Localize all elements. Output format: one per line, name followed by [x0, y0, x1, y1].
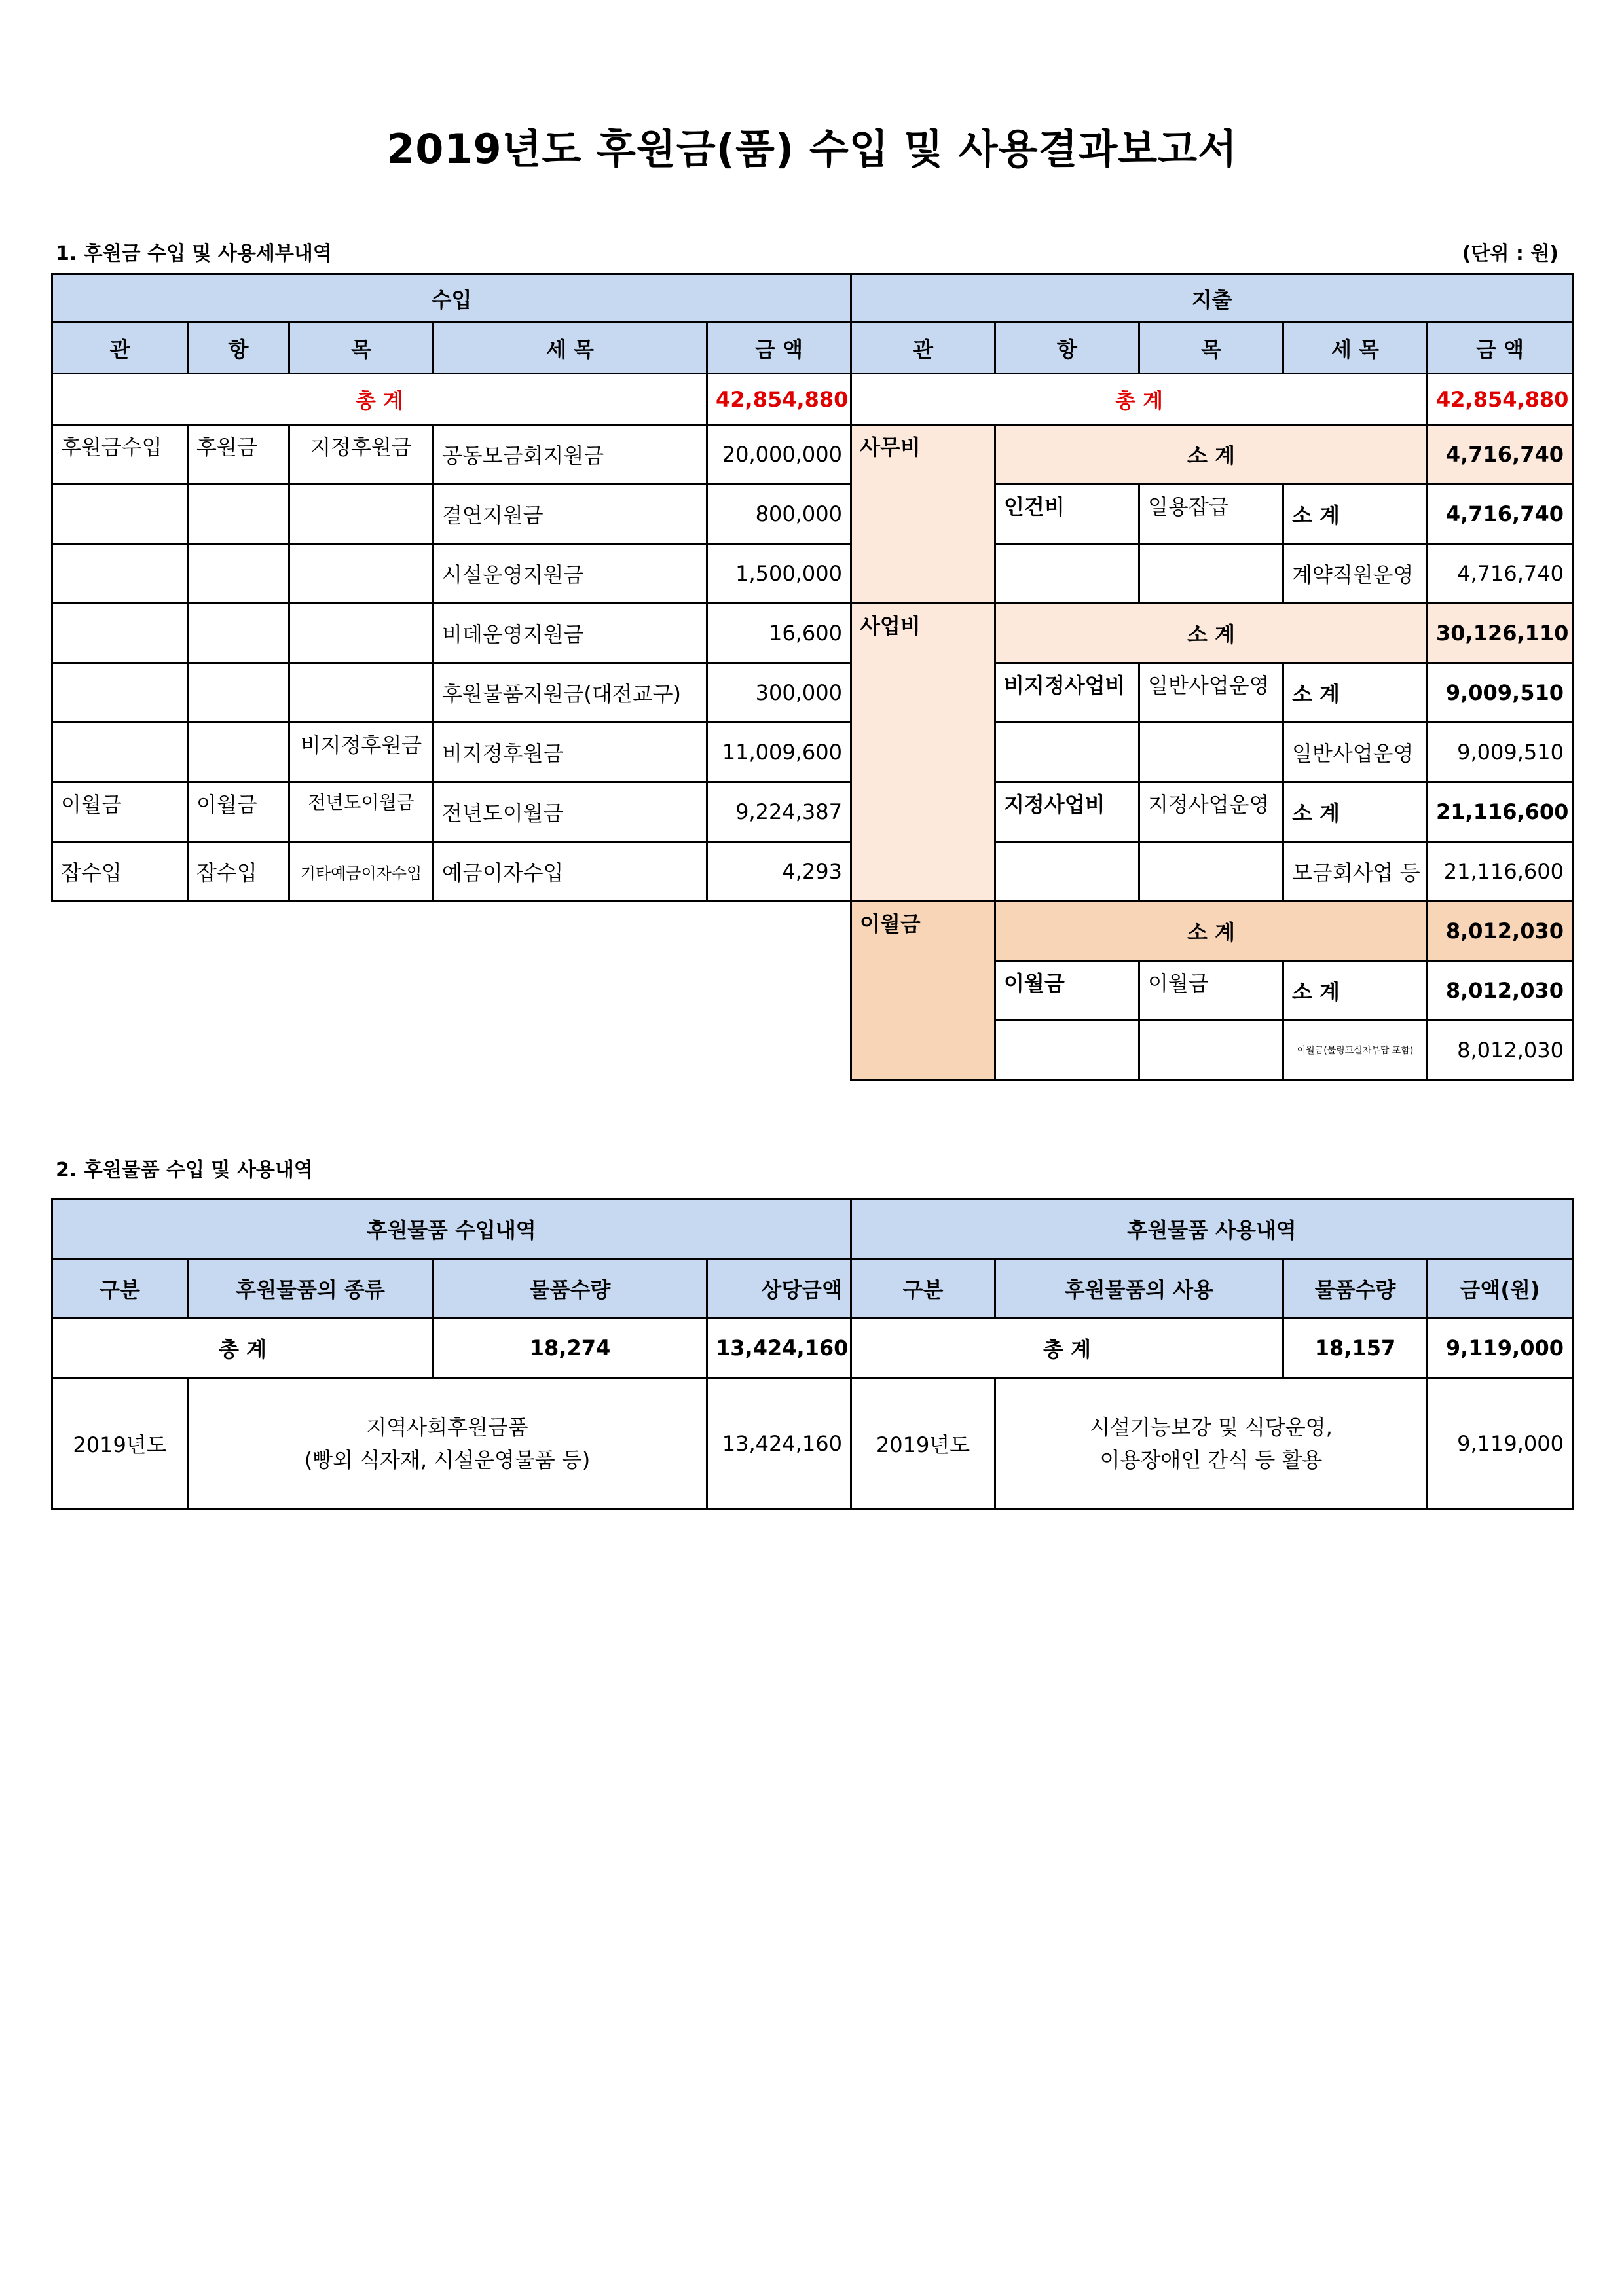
goods-usage-total-label: 총 계	[851, 1319, 1283, 1378]
goods-usage-year: 2019년도	[851, 1378, 995, 1509]
expense-total-label: 총 계	[851, 374, 1428, 425]
goods-usage-total-qty: 18,157	[1283, 1319, 1428, 1378]
expense-gwan-business: 사업비	[851, 604, 995, 902]
page-title: 2019년도 후원금(품) 수입 및 사용결과보고서	[386, 125, 1238, 173]
goods-usage-amount: 9,119,000	[1428, 1378, 1573, 1509]
expense-mok: 지정사업운영	[1139, 782, 1283, 842]
col-category: 구분	[52, 1259, 188, 1319]
section2-heading: 2. 후원물품 수입 및 사용내역	[56, 1159, 313, 1182]
col-category: 구분	[851, 1259, 995, 1319]
goods-income-kind-line1: 지역사회후원금품	[366, 1414, 528, 1440]
expense-mok-daily-wage: 일용잡급	[1139, 484, 1283, 544]
expense-hang-personnel: 인건비	[995, 484, 1139, 544]
expense-total-amount: 42,854,880	[1428, 374, 1573, 425]
goods-usage-total-amount: 9,119,000	[1428, 1319, 1573, 1378]
col-hang: 항	[995, 323, 1139, 374]
goods-income-year: 2019년도	[52, 1378, 188, 1509]
income-semok: 예금이자수입	[434, 842, 707, 902]
goods-usage-line1: 시설기능보강 및 식당운영,	[1090, 1414, 1333, 1440]
expense-amount: 9,009,510	[1428, 723, 1573, 782]
col-gwan: 관	[851, 323, 995, 374]
col-equivalent-amount: 상당금액	[707, 1259, 851, 1319]
income-mok: 기타예금이자수입	[289, 842, 434, 902]
nondesignated-subtotal-label: 소 계	[1283, 663, 1428, 723]
col-amount: 금 액	[1428, 323, 1573, 374]
income-semok: 후원물품지원금(대전교구)	[434, 663, 707, 723]
expense-mok-carryover: 이월금	[1139, 961, 1283, 1021]
income-hang: 잡수입	[188, 842, 289, 902]
col-goods-kind: 후원물품의 종류	[188, 1259, 434, 1319]
col-semok: 세 목	[434, 323, 707, 374]
income-gwan: 이월금	[52, 782, 188, 842]
designated-subtotal-label: 소 계	[1283, 782, 1428, 842]
goods-usage-header: 후원물품 사용내역	[851, 1199, 1573, 1259]
goods-table	[51, 1198, 1574, 1510]
income-amount: 11,009,600	[707, 723, 851, 782]
col-hang: 항	[188, 323, 289, 374]
goods-income-kind	[188, 1378, 707, 1509]
income-amount: 4,293	[707, 842, 851, 902]
income-expense-table	[51, 273, 1574, 1081]
income-semok: 전년도이월금	[434, 782, 707, 842]
income-mok: 전년도이월금	[289, 782, 434, 842]
carryover-subtotal-label: 소 계	[995, 902, 1428, 961]
col-quantity: 물품수량	[1283, 1259, 1428, 1319]
goods-income-total-amount: 13,424,160	[707, 1319, 851, 1378]
carryover-hang-subtotal-label: 소 계	[1283, 961, 1428, 1021]
income-hang: 이월금	[188, 782, 289, 842]
expense-semok: 모금회사업 등	[1283, 842, 1428, 902]
office-subtotal-amount: 4,716,740	[1428, 425, 1573, 484]
carryover-hang-subtotal-amount: 8,012,030	[1428, 961, 1573, 1021]
personnel-subtotal-label: 소 계	[1283, 484, 1428, 544]
goods-income-header: 후원물품 수입내역	[52, 1199, 851, 1259]
income-total-label: 총 계	[52, 374, 707, 425]
income-total-amount: 42,854,880	[707, 374, 851, 425]
col-mok: 목	[289, 323, 434, 374]
income-gwan: 후원금수입	[52, 425, 188, 484]
expense-amount-carryover: 8,012,030	[1428, 1021, 1573, 1080]
expense-gwan-carryover: 이월금	[851, 902, 995, 1080]
expense-hang-carryover: 이월금	[995, 961, 1139, 1021]
income-semok: 공동모금회지원금	[434, 425, 707, 484]
income-mok: 비지정후원금	[289, 723, 434, 782]
expense-semok-carryover: 이월금(불링교실자부담 포함)	[1283, 1021, 1428, 1080]
expense-amount: 21,116,600	[1428, 842, 1573, 902]
expense-header: 지출	[851, 274, 1573, 323]
col-amount-won: 금액(원)	[1428, 1259, 1573, 1319]
expense-semok: 계약직원운영	[1283, 544, 1428, 604]
expense-hang-designated: 지정사업비	[995, 782, 1139, 842]
col-goods-use: 후원물품의 사용	[995, 1259, 1283, 1319]
expense-mok: 일반사업운영	[1139, 663, 1283, 723]
col-quantity: 물품수량	[434, 1259, 707, 1319]
expense-amount: 4,716,740	[1428, 544, 1573, 604]
business-subtotal-amount: 30,126,110	[1428, 604, 1573, 663]
income-gwan: 잡수입	[52, 842, 188, 902]
income-amount: 300,000	[707, 663, 851, 723]
income-header: 수입	[52, 274, 851, 323]
income-amount: 9,224,387	[707, 782, 851, 842]
business-subtotal-label: 소 계	[995, 604, 1428, 663]
office-subtotal-label: 소 계	[995, 425, 1428, 484]
income-amount: 800,000	[707, 484, 851, 544]
income-amount: 20,000,000	[707, 425, 851, 484]
goods-usage-description	[995, 1378, 1428, 1509]
col-mok: 목	[1139, 323, 1283, 374]
goods-income-total-qty: 18,274	[434, 1319, 707, 1378]
expense-gwan-office: 사무비	[851, 425, 995, 604]
income-semok: 결연지원금	[434, 484, 707, 544]
income-amount: 1,500,000	[707, 544, 851, 604]
income-amount: 16,600	[707, 604, 851, 663]
income-semok: 시설운영지원금	[434, 544, 707, 604]
goods-income-kind-line2: (빵외 식자재, 시설운영물품 등)	[304, 1447, 591, 1472]
income-semok: 비지정후원금	[434, 723, 707, 782]
goods-income-amount: 13,424,160	[707, 1378, 851, 1509]
section1-heading: 1. 후원금 수입 및 사용세부내역	[56, 242, 332, 265]
expense-semok: 일반사업운영	[1283, 723, 1428, 782]
col-semok: 세 목	[1283, 323, 1428, 374]
goods-income-total-label: 총 계	[52, 1319, 434, 1378]
income-mok: 지정후원금	[289, 425, 434, 484]
unit-label: (단위 : 원)	[1462, 242, 1559, 265]
col-amount: 금 액	[707, 323, 851, 374]
goods-usage-line2: 이용장애인 간식 등 활용	[1099, 1447, 1323, 1472]
carryover-subtotal-amount: 8,012,030	[1428, 902, 1573, 961]
nondesignated-subtotal-amount: 9,009,510	[1428, 663, 1573, 723]
designated-subtotal-amount: 21,116,600	[1428, 782, 1573, 842]
income-hang: 후원금	[188, 425, 289, 484]
expense-hang-nondesignated: 비지정사업비	[995, 663, 1139, 723]
personnel-subtotal-amount: 4,716,740	[1428, 484, 1573, 544]
income-semok: 비데운영지원금	[434, 604, 707, 663]
col-gwan: 관	[52, 323, 188, 374]
